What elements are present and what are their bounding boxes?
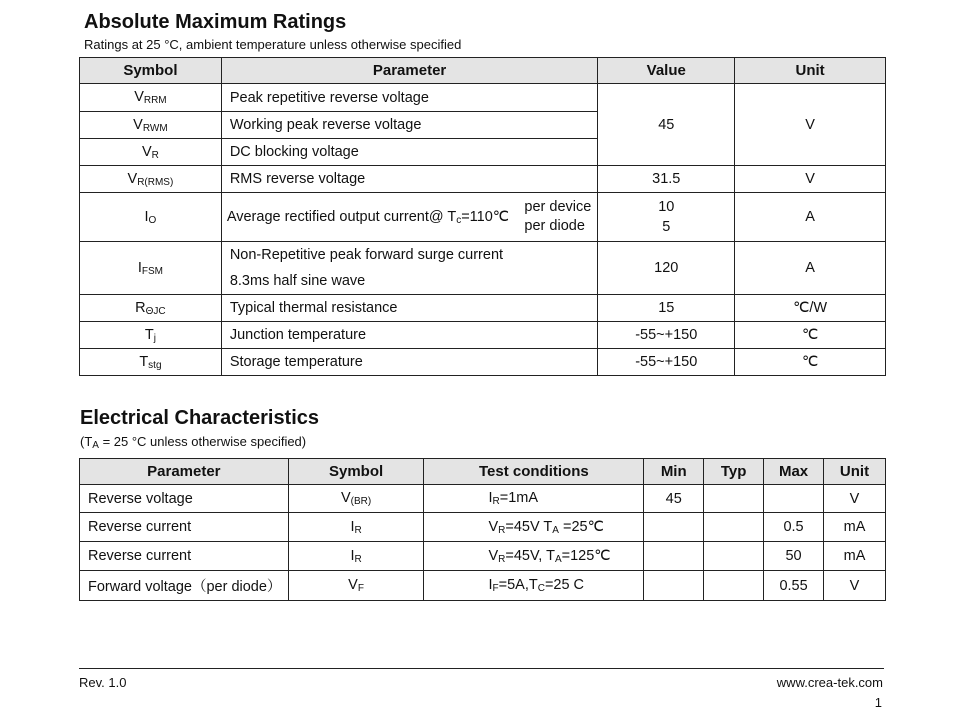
symbol-cell [80,242,222,295]
condition-subscript: R [498,553,506,565]
symbol-subscript: F [357,583,364,594]
symbol-subscript: (BR) [350,496,372,507]
io-parameter-wrap [222,198,598,236]
ec-header-parameter: Parameter [80,459,289,485]
parameter-cell: Typical thermal resistance [221,295,598,322]
condition-subscript: R [498,524,506,536]
ec-header-min: Min [644,459,704,485]
typ-cell [704,571,764,601]
condition-value: =5A,T [498,577,538,593]
condition-value: =1mA [499,490,539,506]
condition-symbol: I [488,577,493,593]
value-per-diode: 5 [662,219,671,235]
footer-revision: Rev. 1.0 [79,675,127,690]
unit-cell: A [735,242,886,295]
ec-row [80,513,886,542]
condition2-value: =25℃ [558,518,604,535]
parameter-cell: Reverse voltage [80,485,289,513]
symbol-cell [80,193,222,242]
symbol-text: R [135,299,146,316]
parameter-cell: Storage temperature [221,349,598,376]
ec-row [80,542,886,571]
amr-header-symbol: Symbol [80,58,222,84]
unit-cell: V [824,485,886,513]
ec-row [80,571,886,601]
value-cell [598,193,735,242]
value-cell: 31.5 [598,166,735,193]
symbol-text: T [139,353,149,370]
symbol-cell [80,84,222,112]
amr-header-value: Value [598,58,735,84]
symbol-subscript: RWM [142,122,168,134]
footer-divider [79,668,884,669]
min-cell [644,571,704,601]
symbol-cell [80,112,222,139]
value-cell: 15 [598,295,735,322]
amr-header-unit: Unit [735,58,886,84]
io-parameter-text [227,209,525,226]
unit-cell: ℃ [735,349,886,376]
condition2-symbol: T [543,518,553,535]
value-cell: -55~+150 [598,322,735,349]
unit-cell: ℃ [735,322,886,349]
unit-cell: mA [824,513,886,542]
amr-header-parameter: Parameter [221,58,598,84]
ec-body [80,485,886,601]
amr-row-ifsm [80,242,886,295]
max-cell: 0.55 [764,571,824,601]
conditions-cell [424,485,644,513]
amr-row-vrrm [80,84,886,112]
conditions-cell [424,571,644,601]
symbol-text: V [340,490,351,506]
ec-subtitle-subscript: A [92,440,99,451]
conditions-cell [424,513,644,542]
unit-cell: ℃/W [735,295,886,322]
value-per-device: 10 [658,199,675,215]
unit-cell: mA [824,542,886,571]
symbol-text: I [144,208,149,225]
condition2-value: =25 C [544,577,585,593]
condition2-subscript: C [537,583,545,594]
condition-subscript: R [492,496,500,507]
max-cell: 0.5 [764,513,824,542]
symbol-text: V [348,577,358,593]
condition2-subscript: A [554,553,562,565]
symbol-text: I [350,547,355,564]
symbol-cell [288,513,424,542]
symbol-cell [80,322,222,349]
min-cell: 45 [644,485,704,513]
symbol-cell [80,349,222,376]
ifsm-param-line1: Non-Repetitive peak forward surge current [229,247,504,263]
parameter-cell: Peak repetitive reverse voltage [221,84,598,112]
symbol-subscript: R [354,524,362,536]
typ-cell [704,513,764,542]
amr-row-io [80,193,886,242]
per-device-label: per device [524,199,592,215]
amr-header-row [80,58,886,84]
ec-header-conditions: Test conditions [424,459,644,485]
condition-symbol: V [488,518,499,535]
unit-cell: A [735,193,886,242]
per-diode-label: per diode [524,218,585,234]
symbol-subscript: j [153,332,156,344]
symbol-text: V [141,143,152,160]
symbol-cell [80,295,222,322]
parameter-cell: Junction temperature [221,322,598,349]
symbol-subscript: R [354,553,362,565]
symbol-text: I [137,259,142,276]
amr-row-tstg [80,349,886,376]
footer-page-number: 1 [874,695,882,710]
amr-row-rth [80,295,886,322]
value-cell: 120 [598,242,735,295]
symbol-text: V [134,89,144,105]
condition-value: =45V [505,518,544,535]
symbol-cell [80,139,222,166]
condition-symbol: V [488,547,499,564]
ec-subtitle-part-b: = 25 °C unless otherwise specified) [98,434,307,449]
symbol-subscript: RRM [143,95,167,106]
symbol-text: I [350,518,355,535]
parameter-cell: Forward voltage（per diode） [80,571,289,601]
symbol-subscript: FSM [141,265,163,277]
unit-cell: V [824,571,886,601]
symbol-subscript: R [151,149,159,161]
footer-website: www.crea-tek.com [776,675,883,690]
io-param-part-b: =110℃ [461,208,510,225]
symbol-cell [288,571,424,601]
parameter-cell: Reverse current [80,542,289,571]
max-cell [764,485,824,513]
ec-row [80,485,886,513]
parameter-cell: Reverse current [80,513,289,542]
ec-header-max: Max [764,459,824,485]
amr-title: Absolute Maximum Ratings [84,11,347,33]
symbol-cell [80,166,222,193]
symbol-cell [288,542,424,571]
symbol-subscript: R(RMS) [137,176,174,188]
condition2-subscript: A [552,524,559,536]
symbol-subscript: ΘJC [145,305,166,317]
amr-row-tj [80,322,886,349]
symbol-cell [288,485,424,513]
parameter-cell: Working peak reverse voltage [221,112,598,139]
typ-cell [704,485,764,513]
io-param-subscript: c [456,214,462,226]
conditions-cell [424,542,644,571]
condition-subscript: F [492,583,499,594]
electrical-characteristics-table [79,458,886,601]
io-qualifiers [524,198,597,236]
ec-title: Electrical Characteristics [80,407,320,429]
ec-header-symbol: Symbol [288,459,424,485]
ec-subtitle [80,434,306,451]
unit-cell: V [735,166,886,193]
value-cell: 45 [598,84,735,166]
value-cell: -55~+150 [598,349,735,376]
max-cell: 50 [764,542,824,571]
parameter-cell [221,193,598,242]
ec-header-unit: Unit [824,459,886,485]
amr-subtitle: Ratings at 25 °C, ambient temperature unless otherwise specified [84,37,462,52]
symbol-subscript: stg [148,359,162,371]
parameter-cell: RMS reverse voltage [221,166,598,193]
amr-row-vrms [80,166,886,193]
typ-cell [704,542,764,571]
symbol-subscript: O [148,214,157,226]
ec-subtitle-part-a: (T [80,434,93,449]
absolute-maximum-ratings-table [79,57,886,376]
parameter-cell: DC blocking voltage [221,139,598,166]
condition2-value: =125℃ [561,547,611,564]
ifsm-param-line2: 8.3ms half sine wave [229,273,366,289]
condition-symbol: I [488,490,493,506]
min-cell [644,542,704,571]
symbol-text: V [133,116,143,133]
min-cell [644,513,704,542]
ec-header-row [80,459,886,485]
ec-header-typ: Typ [704,459,764,485]
symbol-text: T [144,326,154,343]
condition-value: =45V, [505,547,547,564]
io-param-part-a: Average rectified output current@ T [226,208,457,225]
unit-cell: V [735,84,886,166]
parameter-cell [221,242,598,295]
condition2-symbol: T [546,547,555,564]
symbol-text: V [127,170,138,187]
